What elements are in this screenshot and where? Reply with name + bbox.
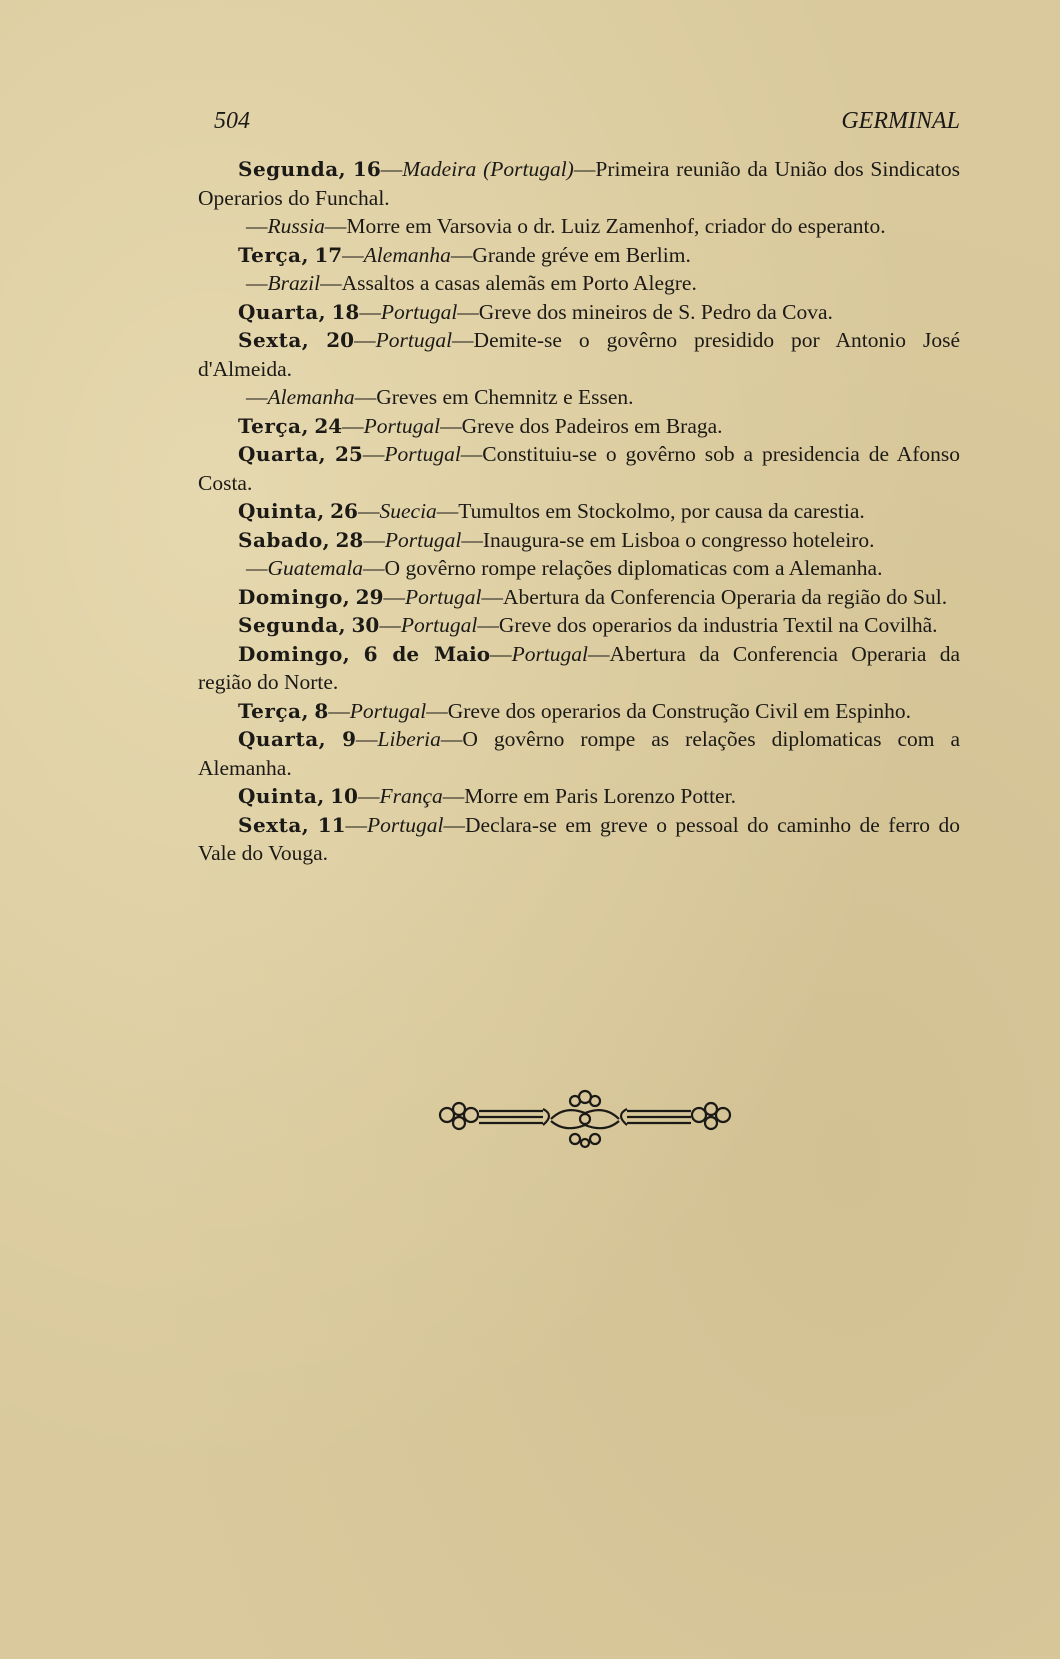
entry-day: Segunda, <box>238 157 347 181</box>
chronology-entry: Terça, 24—Portugal—Greve dos Padeiros em Braga. <box>238 413 723 438</box>
entry-text: Morre em Paris Lorenzo Potter. <box>464 784 736 808</box>
entry-date: 25 <box>335 442 363 466</box>
entry-date: 8 <box>314 698 329 723</box>
entry-text: Assaltos a casas alemãs em Porto Alegre. <box>341 271 697 295</box>
entry-text: Declara-se em greve o pessoal do caminho de ferro do Vale do Vouga. <box>198 812 960 865</box>
running-title: GERMINAL <box>841 108 960 134</box>
chronology-entry: Terça, 17—Alemanha—Grande gréve em Berlim. <box>238 242 691 267</box>
chronology-entry: —Russia—Morre em Varsovia o dr. Luiz Zamenhof, criador do esperanto. <box>246 214 886 238</box>
entry-date: 17 <box>314 242 343 267</box>
entry-date: 18 <box>331 299 360 324</box>
chronology-entry: Quinta, 10—França—Morre em Paris Lorenzo Potter. <box>238 784 736 808</box>
entry-place: Portugal <box>363 413 441 438</box>
entry-day: Terça, <box>238 698 309 723</box>
entry-date: 11 <box>317 812 346 837</box>
page-header <box>198 108 960 135</box>
entry-place: Portugal <box>384 442 461 466</box>
entry-text: Grande gréve em Berlim. <box>472 242 691 267</box>
entry-date: 30 <box>351 613 380 637</box>
chronology-entry: Sexta, 11—Portugal—Declara-se em greve o pessoal do caminho de ferro do Vale do Vouga. <box>198 812 960 865</box>
entry-date: 9 <box>342 727 357 751</box>
entry-date: 20 <box>326 328 355 352</box>
entry-place: Portugal <box>380 299 458 324</box>
entry-place: Russia <box>267 214 325 238</box>
entry-date: 6 de Maio <box>363 641 491 666</box>
entry-place: Portugal <box>349 698 427 723</box>
chronology-entry: Quarta, 9—Liberia—O govêrno rompe as relações diplomaticas com a Alemanha. <box>198 727 961 780</box>
entry-day: Quarta, <box>238 299 327 324</box>
chronology-list <box>198 155 960 868</box>
entry-text: Constituiu-se o govêrno sob a presidencia de Afonso Costa. <box>198 442 960 495</box>
entry-place: Portugal <box>375 328 453 352</box>
entry-place: Alemanha <box>363 242 451 267</box>
entry-place: Portugal <box>405 584 482 609</box>
entry-place: Portugal <box>384 527 462 552</box>
entry-day: Quinta, <box>238 499 325 523</box>
entry-date: 29 <box>355 584 384 609</box>
entry-text: Greves em Chemnitz e Essen. <box>376 385 634 409</box>
chronology-entry: Segunda, 16—Madeira (Portugal)—Primeira reunião da União dos Sindicatos Operarios do Funchal. <box>198 157 961 210</box>
entry-text: Greve dos Padeiros em Braga. <box>461 413 723 438</box>
entry-place: França <box>379 784 443 808</box>
entry-date: 10 <box>330 784 358 808</box>
page-number: 504 <box>214 108 250 134</box>
chronology-entry: —Guatemala—O govêrno rompe relações diplomaticas com a Alemanha. <box>246 556 883 580</box>
entry-text: Greve dos mineiros de S. Pedro da Cova. <box>478 299 833 324</box>
entry-day: Terça, <box>238 242 309 267</box>
entry-place: Liberia <box>377 727 441 751</box>
entry-text: O govêrno rompe as relações diplomaticas com a Alemanha. <box>198 727 961 780</box>
chronology-entry: Sabado, 28—Portugal—Inaugura-se em Lisboa o congresso hoteleiro. <box>238 527 875 552</box>
entry-text: Inaugura-se em Lisboa o congresso hoteleiro. <box>482 527 875 552</box>
entry-day: Segunda, <box>238 613 347 637</box>
entry-day: Sexta, <box>238 328 310 352</box>
entry-place: Alemanha <box>267 385 355 409</box>
chronology-entry: Terça, 8—Portugal—Greve dos operarios da Construção Civil em Espinho. <box>238 698 912 723</box>
chronology-entry: —Alemanha—Greves em Chemnitz e Essen. <box>246 385 634 409</box>
entry-place: Brazil <box>267 271 321 295</box>
entry-date: 16 <box>352 157 381 181</box>
entry-day: Sabado, <box>238 527 331 552</box>
entry-text: Abertura da Conferencia Operaria da região do Sul. <box>502 584 948 609</box>
entry-date: 24 <box>314 413 343 438</box>
entry-date: 26 <box>330 499 358 523</box>
entry-text: Morre em Varsovia o dr. Luiz Zamenhof, criador do esperanto. <box>346 214 886 238</box>
entry-text: Abertura da Conferencia Operaria da região do Norte. <box>198 641 960 694</box>
entry-text: Greve dos operarios da Construção Civil em Espinho. <box>447 698 912 723</box>
entry-day: Quinta, <box>238 784 325 808</box>
chronology-entry: Segunda, 30—Portugal—Greve dos operarios da industria Textil na Covilhã. <box>238 613 938 637</box>
entry-day: Quarta, <box>238 442 327 466</box>
entry-place: Portugal <box>367 812 444 837</box>
entry-day: Domingo, <box>238 584 351 609</box>
entry-text: Greve dos operarios da industria Textil na Covilhã. <box>498 613 938 637</box>
chronology-entry: Domingo, 29—Portugal—Abertura da Conferencia Operaria da região do Sul. <box>238 584 948 609</box>
entry-date: 28 <box>335 527 364 552</box>
entry-day: Terça, <box>238 413 309 438</box>
chronology-entry: Quarta, 25—Portugal—Constituiu-se o govêrno sob a presidencia de Afonso Costa. <box>198 442 960 495</box>
entry-place: Madeira (Portugal) <box>402 157 574 181</box>
entry-place: Portugal <box>400 613 478 637</box>
page <box>198 108 960 868</box>
entry-day: Domingo, <box>238 641 351 666</box>
chronology-entry: —Brazil—Assaltos a casas alemãs em Porto Alegre. <box>246 271 697 295</box>
entry-day: Sexta, <box>238 812 310 837</box>
chronology-entry: Quinta, 26—Suecia—Tumultos em Stockolmo, por causa da carestia. <box>238 499 865 523</box>
entry-day: Quarta, <box>238 727 327 751</box>
entry-place: Suecia <box>379 499 437 523</box>
ornament-divider <box>425 1085 745 1149</box>
chronology-entry: Domingo, 6 de Maio—Portugal—Abertura da Conferencia Operaria da região do Norte. <box>198 641 960 694</box>
entry-place: Portugal <box>511 641 589 666</box>
chronology-entry: Sexta, 20—Portugal—Demite-se o govêrno presidido por Antonio José d'Almeida. <box>198 328 960 381</box>
entry-text: Tumultos em Stockolmo, por causa da carestia. <box>458 499 865 523</box>
entry-text: Primeira reunião da União dos Sindicatos Operarios do Funchal. <box>198 157 961 210</box>
entry-text: O govêrno rompe relações diplomaticas com a Alemanha. <box>384 556 883 580</box>
chronology-entry: Quarta, 18—Portugal—Greve dos mineiros de S. Pedro da Cova. <box>238 299 833 324</box>
entry-place: Guatemala <box>267 556 364 580</box>
entry-text: Demite-se o govêrno presidido por Antonio José d'Almeida. <box>198 328 960 381</box>
